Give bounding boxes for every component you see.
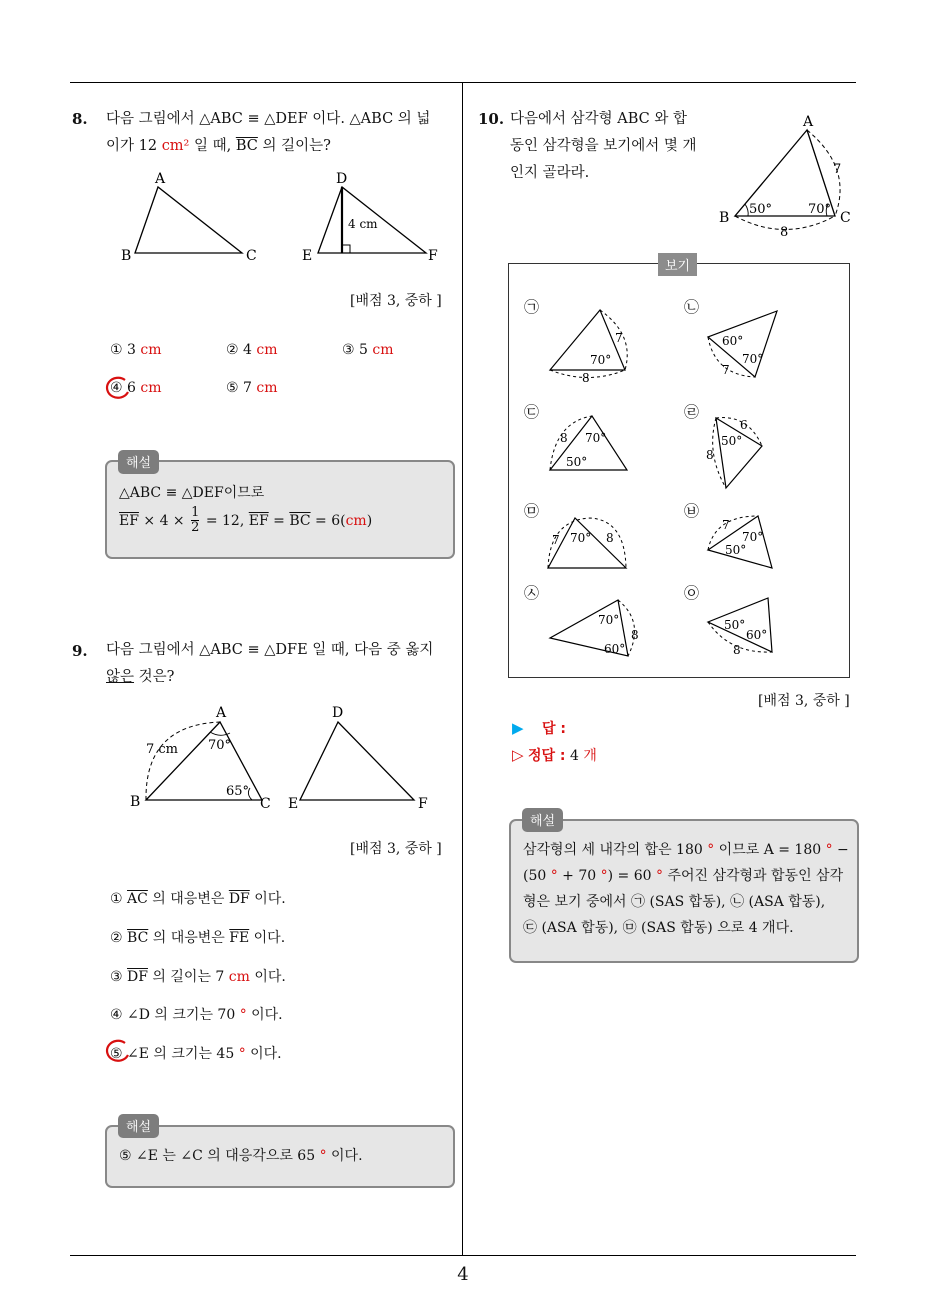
q8-stem-line2: 이가 12 cm² 일 때, $\overline{BC}$ 의 길이는? [106, 138, 331, 154]
q8-choice-4[interactable]: ④ 6 cm [110, 380, 162, 396]
svg-text:B: B [121, 248, 132, 264]
q10-number: 10. [478, 110, 505, 128]
q9-explanation-tag: 해설 [118, 1114, 159, 1138]
svg-text:8: 8 [560, 431, 568, 445]
svg-text:8: 8 [582, 371, 590, 385]
q10-explanation-tag: 해설 [522, 808, 563, 832]
svg-text:B: B [130, 794, 141, 810]
svg-text:70°: 70° [742, 530, 764, 544]
svg-text:70°: 70° [590, 353, 612, 367]
option-2-mark[interactable]: ㉡ [684, 298, 700, 316]
q8-choice-2[interactable]: ② 4 cm [226, 342, 278, 358]
option-2-triangle[interactable] [700, 305, 800, 385]
q10-explanation-box [509, 819, 859, 963]
svg-text:50°: 50° [749, 202, 773, 217]
svg-text:8: 8 [706, 448, 714, 462]
triangle-abc [121, 171, 257, 264]
option-5-triangle[interactable] [540, 512, 640, 574]
svg-text:C: C [840, 210, 851, 226]
svg-text:F: F [428, 248, 438, 264]
svg-text:50°: 50° [724, 618, 746, 632]
svg-text:E: E [288, 796, 299, 812]
q9-choice-5[interactable]: ⑤ ∠E 의 크기는 45 ° 이다. [110, 1046, 282, 1062]
svg-text:A: A [216, 705, 227, 721]
q8-choice-3[interactable]: ③ 5 cm [342, 342, 394, 358]
q8-figure [110, 165, 460, 270]
page-number: 4 [457, 1264, 469, 1285]
q8-stem [106, 106, 456, 160]
q9-choice-1[interactable]: ① $\overline{AC}$ 의 대응변은 $\overline{DF}$ 이다. [110, 891, 286, 907]
option-7-triangle[interactable] [540, 594, 640, 669]
svg-text:8: 8 [631, 628, 639, 642]
q9-figure [120, 700, 440, 815]
height-label: 4 cm [348, 217, 378, 231]
svg-text:70°: 70° [570, 531, 592, 545]
q8-explanation-tag: 해설 [118, 450, 159, 474]
top-rule [70, 82, 856, 83]
q8-choice-5[interactable]: ⑤ 7 cm [226, 380, 278, 396]
option-8-triangle[interactable] [700, 594, 800, 659]
svg-text:7: 7 [552, 533, 560, 547]
svg-text:8: 8 [606, 531, 614, 545]
q9-number: 9. [72, 642, 88, 660]
fraction: $\frac{1}{2}$ [191, 505, 200, 535]
svg-text:70°: 70° [208, 738, 232, 753]
q9-score: [배점 3, 중하 ] [350, 841, 442, 857]
q8-score: [배점 3, 중하 ] [350, 293, 442, 309]
q8-explanation-box [105, 460, 455, 559]
q9-choice-2[interactable]: ② $\overline{BC}$ 의 대응변은 $\overline{FE}$ 이다. [110, 930, 286, 946]
triangle-def [302, 171, 438, 264]
q9-choice-3[interactable]: ③ $\overline{DF}$ 의 길이는 7 cm 이다. [110, 969, 286, 985]
option-4-mark[interactable]: ㉣ [684, 403, 700, 421]
q9-answer-circle-icon [103, 1038, 133, 1066]
svg-text:A: A [155, 171, 166, 187]
svg-text:60°: 60° [604, 642, 626, 656]
option-6-triangle[interactable] [700, 510, 800, 575]
outline-arrow-icon: ▷ [512, 746, 524, 764]
q10-score: [배점 3, 중하 ] [758, 693, 850, 709]
triangle-abc-q9 [130, 705, 271, 812]
svg-text:F: F [418, 796, 428, 812]
svg-text:7: 7 [722, 518, 730, 532]
svg-text:6: 6 [740, 418, 748, 432]
q9-explanation-text: ⑤ ∠E 는 ∠C 의 대응각으로 65 ° 이다. [119, 1148, 363, 1164]
svg-text:70°: 70° [808, 202, 832, 217]
option-4-triangle[interactable] [700, 410, 800, 495]
svg-text:D: D [336, 171, 348, 187]
svg-text:7: 7 [615, 331, 623, 345]
svg-text:7: 7 [722, 363, 730, 377]
q9-choice-4[interactable]: ④ ∠D 의 크기는 70 ° 이다. [110, 1007, 283, 1023]
svg-text:C: C [260, 796, 271, 812]
svg-text:8: 8 [780, 225, 789, 240]
option-3-mark[interactable]: ㉢ [524, 403, 540, 421]
svg-text:E: E [302, 248, 313, 264]
svg-text:A: A [803, 114, 814, 130]
svg-text:B: B [719, 210, 730, 226]
area-unit: cm² [161, 138, 190, 154]
svg-text:70°: 70° [585, 431, 607, 445]
q9-stem: 다음 그림에서 △ABC ≡ △DFE 일 때, 다음 중 옳지 않은 것은? [106, 642, 434, 685]
correct-answer-line: ▷ 정답 : 4 개 [512, 746, 597, 764]
option-5-mark[interactable]: ㉤ [524, 502, 540, 520]
svg-text:7: 7 [833, 162, 842, 177]
q10-explanation-text: 삼각형의 세 내각의 합은 180 ° 이므로 A = 180 ° − (50 ° + 70 °) = 60 ° 주어진 삼각형과 합동인 삼각 형은 보기 중에서 ㉠ (SAS 합동), ㉡ (ASA 합동), ㉢ (ASA 합동), ㉤ (SAS 합동) 으로 4 개다. [523, 842, 849, 936]
column-divider [462, 82, 463, 1256]
option-8-mark[interactable]: ㉧ [684, 584, 700, 602]
q10-figure [715, 108, 860, 243]
play-arrow-icon: ▶ [512, 719, 524, 737]
q8-answer-circle-icon [103, 375, 133, 403]
svg-text:D: D [332, 705, 344, 721]
triangle-dfe-q9 [288, 705, 428, 812]
option-3-triangle[interactable] [540, 410, 640, 475]
svg-text:C: C [246, 248, 257, 264]
option-1-mark[interactable]: ㉠ [524, 298, 540, 316]
bogi-tag: 보기 [658, 253, 697, 276]
answer-line: ▶ 답 : [512, 719, 566, 737]
option-7-mark[interactable]: ㉦ [524, 584, 540, 602]
q8-number: 8. [72, 110, 88, 128]
svg-text:50°: 50° [725, 543, 747, 557]
option-6-mark[interactable]: ㉥ [684, 502, 700, 520]
q8-stem-line1: 다음 그림에서 △ABC ≡ △DEF 이다. △ABC 의 넓 [106, 111, 431, 127]
svg-text:50°: 50° [721, 434, 743, 448]
q8-explanation-text: △ABC ≡ △DEF이므로 $\overline{EF}$ × 4 × $\frac{1}{2}$ = 12, $\overline{EF}$ = $\overline{BC}$ = 6( cm ) [119, 485, 373, 535]
svg-text:65°: 65° [226, 784, 250, 799]
q8-choice-1[interactable]: ① 3 cm [110, 342, 162, 358]
svg-text:8: 8 [733, 643, 741, 657]
svg-text:50°: 50° [566, 455, 588, 469]
svg-text:60°: 60° [722, 334, 744, 348]
svg-text:70°: 70° [598, 613, 620, 627]
option-1-triangle[interactable] [540, 300, 640, 385]
bottom-rule [70, 1255, 856, 1256]
svg-text:7 cm: 7 cm [146, 742, 179, 757]
q10-stem: 다음에서 삼각형 ABC 와 합 동인 삼각형을 보기에서 몇 개 인지 골라라. [510, 111, 697, 181]
svg-text:70°: 70° [742, 352, 764, 366]
svg-text:60°: 60° [746, 628, 768, 642]
